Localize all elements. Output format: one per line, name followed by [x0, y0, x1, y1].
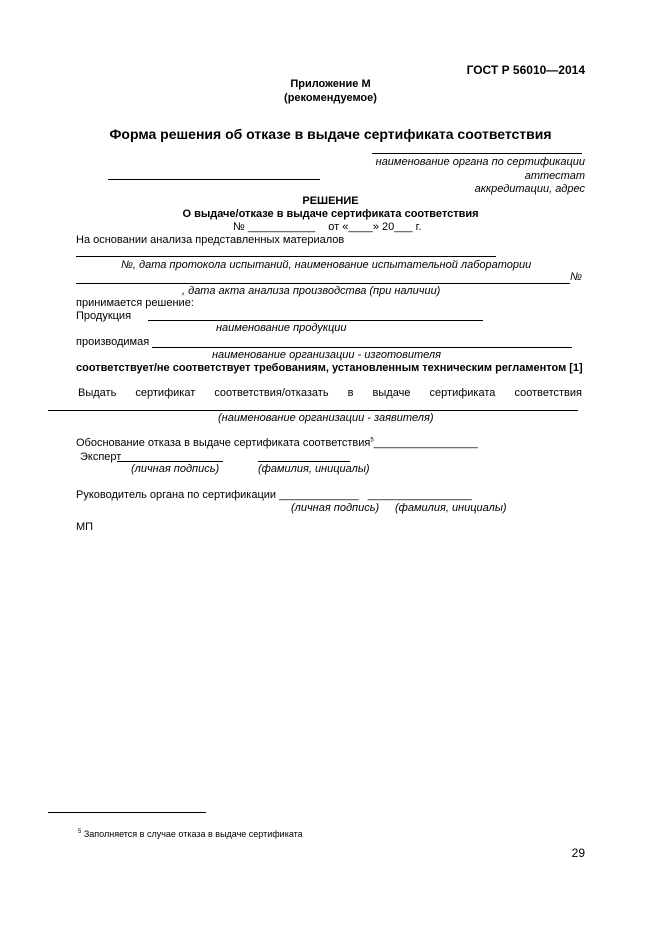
- expert-signature-line: [117, 461, 223, 462]
- manufacturer-caption: наименование организации - изготовителя: [212, 349, 441, 361]
- expert-name-line: [258, 461, 350, 462]
- attestat-label: аттестат: [524, 170, 585, 182]
- left-header-line: [108, 179, 320, 180]
- head-label: Руководитель органа по сертификации: [76, 489, 277, 501]
- audit-caption: , дата акта анализа производства (при наличии): [182, 285, 441, 297]
- annex-title: Приложение М: [290, 78, 371, 90]
- issue-word: сертификат: [135, 387, 196, 399]
- footnote-ref: 5: [370, 437, 374, 444]
- issue-word: Выдать: [78, 387, 117, 399]
- number-blank: ___________: [247, 221, 316, 233]
- product-label: Продукция: [76, 310, 132, 322]
- date-blank: ____: [348, 221, 373, 233]
- head-name-blank: _________________: [367, 489, 472, 501]
- decision-subtitle: О выдаче/отказе в выдаче сертификата соответствия: [182, 208, 479, 220]
- cert-body-line: [372, 153, 582, 154]
- cert-body-caption: наименование органа по сертификации: [375, 156, 585, 168]
- issue-word: в: [347, 387, 354, 399]
- issue-word: соответствия/отказать: [214, 387, 329, 399]
- footnote-separator: [48, 812, 206, 813]
- number-sign: №: [233, 221, 245, 233]
- basis-intro: На основании анализа представленных материалов: [76, 234, 345, 246]
- expert-name-caption: (фамилия, инициалы): [258, 463, 370, 475]
- footnote: [78, 829, 303, 839]
- refusal-label: Обоснование отказа в выдаче сертификата соответствия: [76, 437, 371, 449]
- manufacturer-line: [152, 347, 572, 348]
- applicant-line: [48, 410, 578, 411]
- year-suffix: г.: [415, 221, 422, 233]
- decision-number-row: [233, 221, 421, 233]
- protocol-line: [76, 256, 496, 257]
- footnote-mark: 5: [78, 829, 82, 835]
- produced-label: производимая: [76, 336, 150, 348]
- date-year: » 20: [372, 221, 395, 233]
- head-signature-blank: _____________: [279, 489, 359, 501]
- refusal-blank: _________________: [373, 437, 478, 449]
- applicant-caption: (наименование организации - заявителя): [218, 412, 434, 424]
- compliance-prefix: соответствует/не с: [76, 362, 179, 374]
- head-name-caption: (фамилия, инициалы): [395, 502, 507, 514]
- form-title: Форма решения об отказе в выдаче сертификата соответствия: [109, 126, 552, 142]
- year-blank: ___: [394, 221, 413, 233]
- compliance-statement: [76, 362, 583, 374]
- decision-title: РЕШЕНИЕ: [302, 195, 359, 207]
- decided-label: принимается решение:: [76, 297, 194, 309]
- expert-label: Эксперт: [80, 451, 122, 463]
- refusal-reason: [76, 437, 478, 449]
- expert-signature-caption: (личная подпись): [131, 463, 220, 475]
- head-row: [76, 489, 472, 501]
- issue-word: выдаче: [372, 387, 411, 399]
- issue-row: [78, 387, 582, 399]
- product-line: [148, 320, 483, 321]
- audit-number-sign: №: [570, 271, 582, 283]
- compliance-rest: оответствует требованиям, установленным техническим регламентом [1]: [178, 362, 583, 374]
- date-from: от «: [328, 221, 349, 233]
- product-caption: наименование продукции: [216, 322, 347, 334]
- head-signature-caption: (личная подпись): [291, 502, 380, 514]
- footnote-text: Заполняется в случае отказа в выдаче сертификата: [83, 829, 303, 839]
- accreditation-label: аккредитации, адрес: [474, 183, 585, 195]
- page-number: 29: [571, 846, 585, 860]
- issue-word: сертификата: [429, 387, 496, 399]
- stamp-label: МП: [76, 521, 94, 533]
- annex-status: (рекомендуемое): [284, 92, 377, 104]
- protocol-caption: №, дата протокола испытаний, наименование испытательной лаборатории: [121, 259, 532, 271]
- audit-line: [76, 283, 570, 284]
- standard-number: ГОСТ Р 56010—2014: [466, 63, 585, 77]
- issue-word: соответствия: [514, 387, 582, 399]
